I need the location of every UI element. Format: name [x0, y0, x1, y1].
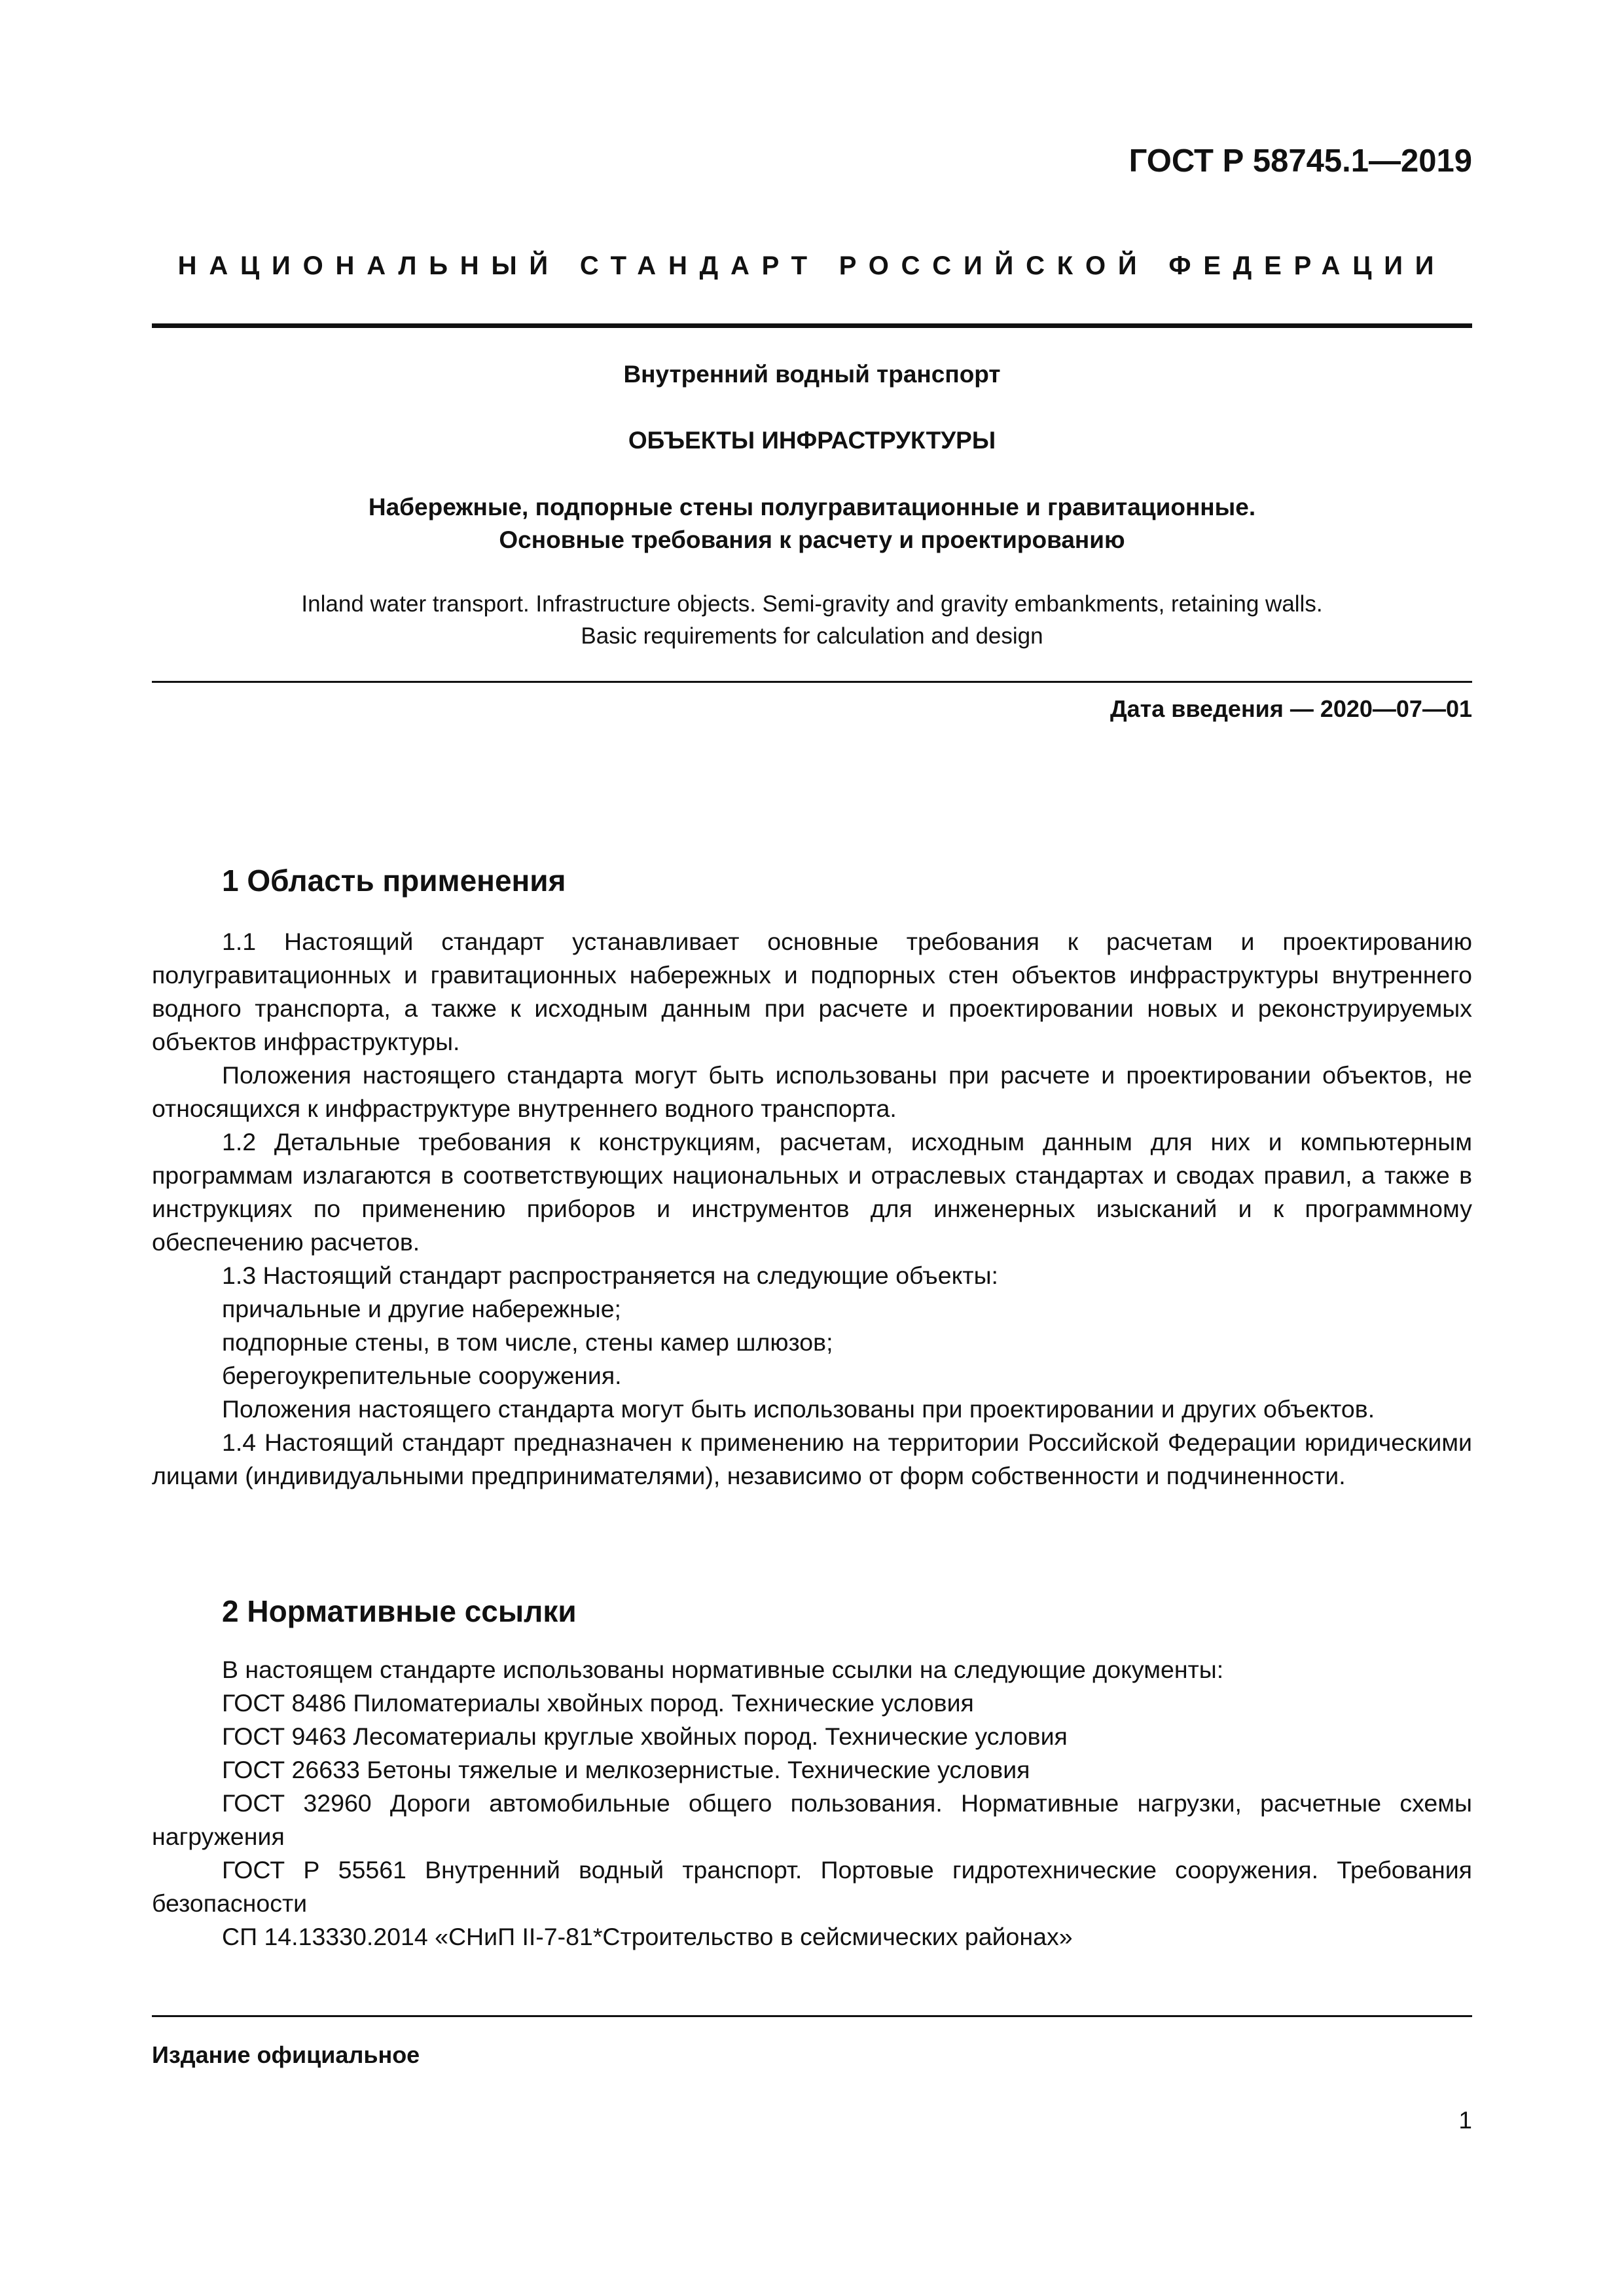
standard-designation: ГОСТ Р 58745.1—2019	[1128, 143, 1472, 179]
title-detail-line-1: Набережные, подпорные стены полугравитационные и гравитационные.	[368, 494, 1256, 520]
national-standard-banner: НАЦИОНАЛЬНЫЙ СТАНДАРТ РОССИЙСКОЙ ФЕДЕРАЦИИ	[177, 251, 1447, 280]
paragraph: В настоящем стандарте использованы нормативные ссылки на следующие документы:	[222, 1656, 1224, 1683]
header-divider	[152, 323, 1472, 328]
paragraph: Положения настоящего стандарта могут быть использованы при расчете и проектировании объектов, не относящихся к инфраструктуре внутреннего водного транспорта.	[152, 1061, 1472, 1122]
paragraph: 1.3 Настоящий стандарт распространяется на следующие объекты:	[222, 1262, 998, 1289]
english-title-line-1: Inland water transport. Infrastructure objects. Semi-gravity and gravity embankments, retaining walls.	[301, 591, 1323, 617]
title-subject: ОБЪЕКТЫ ИНФРАСТРУКТУРЫ	[628, 427, 996, 454]
english-title-line-2: Basic requirements for calculation and design	[581, 623, 1043, 649]
paragraph: Положения настоящего стандарта могут быть использованы при проектировании и других объектов.	[222, 1395, 1375, 1423]
list-item: причальные и другие набережные;	[222, 1295, 621, 1322]
reference-item: СП 14.13330.2014 «СНиП II-7-81*Строительство в сейсмических районах»	[222, 1923, 1073, 1950]
paragraph: 1.4 Настоящий стандарт предназначен к применению на территории Российской Федерации юридическими лицами (индивидуальными предпринимателями), независимо от форм собственности и подчиненности.	[152, 1429, 1472, 1489]
reference-item: ГОСТ Р 55561 Внутренний водный транспорт. Портовые гидротехнические сооружения. Требования безопасности	[152, 1856, 1472, 1917]
official-edition-note: Издание официальное	[152, 2041, 420, 2068]
reference-item: ГОСТ 8486 Пиломатериалы хвойных пород. Технические условия	[222, 1689, 974, 1717]
footer-divider	[152, 2015, 1472, 2017]
section-2-body	[152, 1653, 1472, 1954]
title-divider	[152, 681, 1472, 683]
list-item: подпорные стены, в том числе, стены камер шлюзов;	[222, 1328, 833, 1356]
english-title	[152, 588, 1472, 652]
reference-item: ГОСТ 9463 Лесоматериалы круглые хвойных пород. Технические условия	[222, 1722, 1068, 1750]
reference-item: ГОСТ 26633 Бетоны тяжелые и мелкозернистые. Технические условия	[222, 1756, 1030, 1783]
introduction-date: Дата введения — 2020—07—01	[1110, 695, 1472, 722]
paragraph: 1.2 Детальные требования к конструкциям, расчетам, исходным данным для них и компьютерным программам излагаются в соответствующих национальных и отраслевых стандартах и сводах правил, а также в инструкциях по применению приборов и инструментов для инженерных изысканий и к программному обеспечению расчетов.	[152, 1128, 1472, 1256]
page-number: 1	[1458, 2107, 1472, 2134]
title-domain: Внутренний водный транспорт	[623, 361, 1001, 388]
section-1-body	[152, 925, 1472, 1493]
list-item: берегоукрепительные сооружения.	[222, 1362, 622, 1389]
title-detail-line-2: Основные требования к расчету и проектированию	[499, 526, 1125, 553]
reference-item: ГОСТ 32960 Дороги автомобильные общего пользования. Нормативные нагрузки, расчетные схемы нагружения	[152, 1789, 1472, 1850]
paragraph: 1.1 Настоящий стандарт устанавливает основные требования к расчетам и проектированию полугравитационных и гравитационных набережных и подпорных стен объектов инфраструктуры внутреннего водного транспорта, а также к исходным данным при расчете и проектировании новых и реконструируемых объектов инфраструктуры.	[152, 928, 1472, 1055]
title-detail	[152, 491, 1472, 556]
section-2-heading: 2 Нормативные ссылки	[222, 1594, 577, 1628]
section-1-heading: 1 Область применения	[222, 864, 566, 898]
